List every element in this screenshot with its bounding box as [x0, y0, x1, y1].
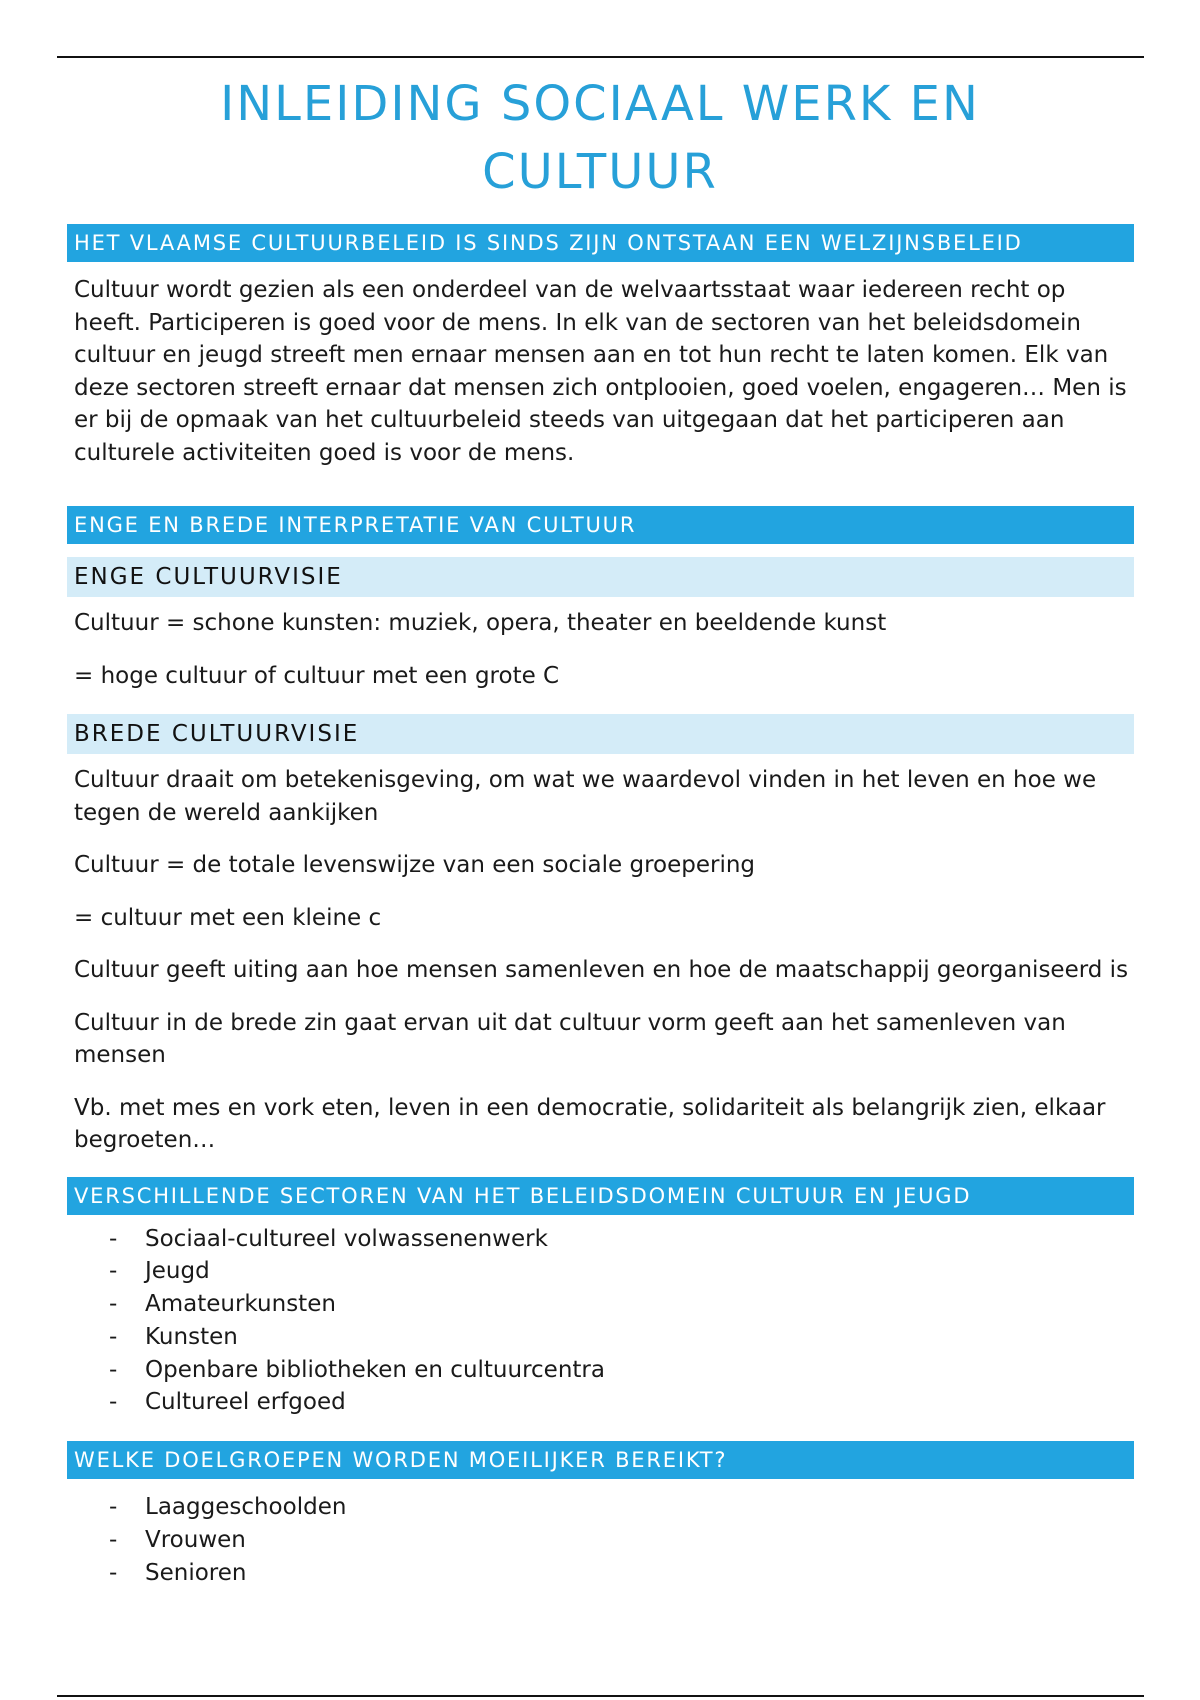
bullet-dash: -: [109, 1356, 118, 1383]
bullet-dash: -: [109, 1494, 118, 1521]
list-item: - Openbare bibliotheken en cultuurcentra: [109, 1354, 1134, 1387]
section-heading-interpretatie: ENGE EN BREDE INTERPRETATIE VAN CULTUUR: [67, 506, 1134, 544]
list-item: - Jeugd: [109, 1255, 1134, 1288]
list-item: - Vrouwen: [109, 1524, 1134, 1557]
sectoren-list: [67, 1223, 1134, 1420]
bullet-dash: -: [109, 1389, 118, 1416]
paragraph-enge-1: Cultuur = schone kunsten: muziek, opera, theater en beeldende kunst: [74, 610, 887, 636]
paragraph-enge-2: = hoge cultuur of cultuur met een grote C: [74, 662, 560, 689]
subheading-enge-cultuurvisie: ENGE CULTUURVISIE: [67, 557, 1134, 597]
list-item: - Laaggeschoolden: [109, 1491, 1134, 1524]
list-item: - Sociaal-cultureel volwassenenwerk: [109, 1223, 1134, 1256]
list-item: - Cultureel erfgoed: [109, 1386, 1134, 1419]
paragraph-brede-2: Cultuur = de totale levenswijze van een sociale groepering: [74, 852, 756, 878]
paragraph-brede-3: = cultuur met een kleine c: [74, 904, 382, 931]
paragraph-brede-5: Cultuur in de brede zin gaat ervan uit dat cultuur vorm geeft aan het samenleven van mensen: [74, 1009, 1066, 1068]
top-rule: [57, 56, 1144, 58]
section-heading-doelgroepen: WELKE DOELGROEPEN WORDEN MOEILIJKER BEREIKT?: [67, 1441, 1134, 1479]
bullet-dash: -: [109, 1225, 118, 1252]
bottom-rule: [57, 1695, 1144, 1697]
bullet-dash: -: [109, 1559, 118, 1586]
paragraph-brede-4: Cultuur geeft uiting aan hoe mensen samenleven en hoe de maatschappij georganiseerd is: [74, 957, 1129, 983]
paragraph-brede-6: Vb. met mes en vork eten, leven in een democratie, solidariteit als belangrijk zien, elkaar begroeten…: [74, 1094, 1106, 1153]
list-item: - Kunsten: [109, 1321, 1134, 1354]
section-heading-welzijnsbeleid: HET VLAAMSE CULTUURBELEID IS SINDS ZIJN ONTSTAAN EEN WELZIJNSBELEID: [67, 224, 1134, 262]
paragraph-welzijnsbeleid: Cultuur wordt gezien als een onderdeel van de welvaartsstaat waar iedereen recht op heeft. Participeren is goed voor de mens. In elk van de sectoren van het beleidsdomein cultuur en jeugd streeft men ernaar mensen aan en tot hun recht te laten komen. Elk van deze sectoren streeft ernaar dat mensen zich ontplooien, goed voelen, engageren… Men is er bij de opmaak van het cultuurbeleid steeds van uitgegaan dat het participeren aan culturele activiteiten goed is voor de mens.: [74, 277, 1127, 466]
bullet-dash: -: [109, 1291, 118, 1318]
list-item: - Senioren: [109, 1557, 1134, 1590]
doelgroepen-list: [67, 1491, 1134, 1589]
bullet-dash: -: [109, 1258, 118, 1285]
bullet-dash: -: [109, 1527, 118, 1554]
bullet-dash: -: [109, 1323, 118, 1350]
list-item: - Amateurkunsten: [109, 1288, 1134, 1321]
document-title: INLEIDING SOCIAAL WERK EN CULTUUR: [220, 76, 980, 200]
paragraph-brede-1: Cultuur draait om betekenisgeving, om wat we waardevol vinden in het leven en hoe we tegen de wereld aankijken: [74, 767, 1097, 826]
section-heading-sectoren: VERSCHILLENDE SECTOREN VAN HET BELEIDSDOMEIN CULTUUR EN JEUGD: [67, 1177, 1134, 1215]
document-page: [67, 70, 1134, 1590]
subheading-brede-cultuurvisie: BREDE CULTUURVISIE: [67, 714, 1134, 754]
